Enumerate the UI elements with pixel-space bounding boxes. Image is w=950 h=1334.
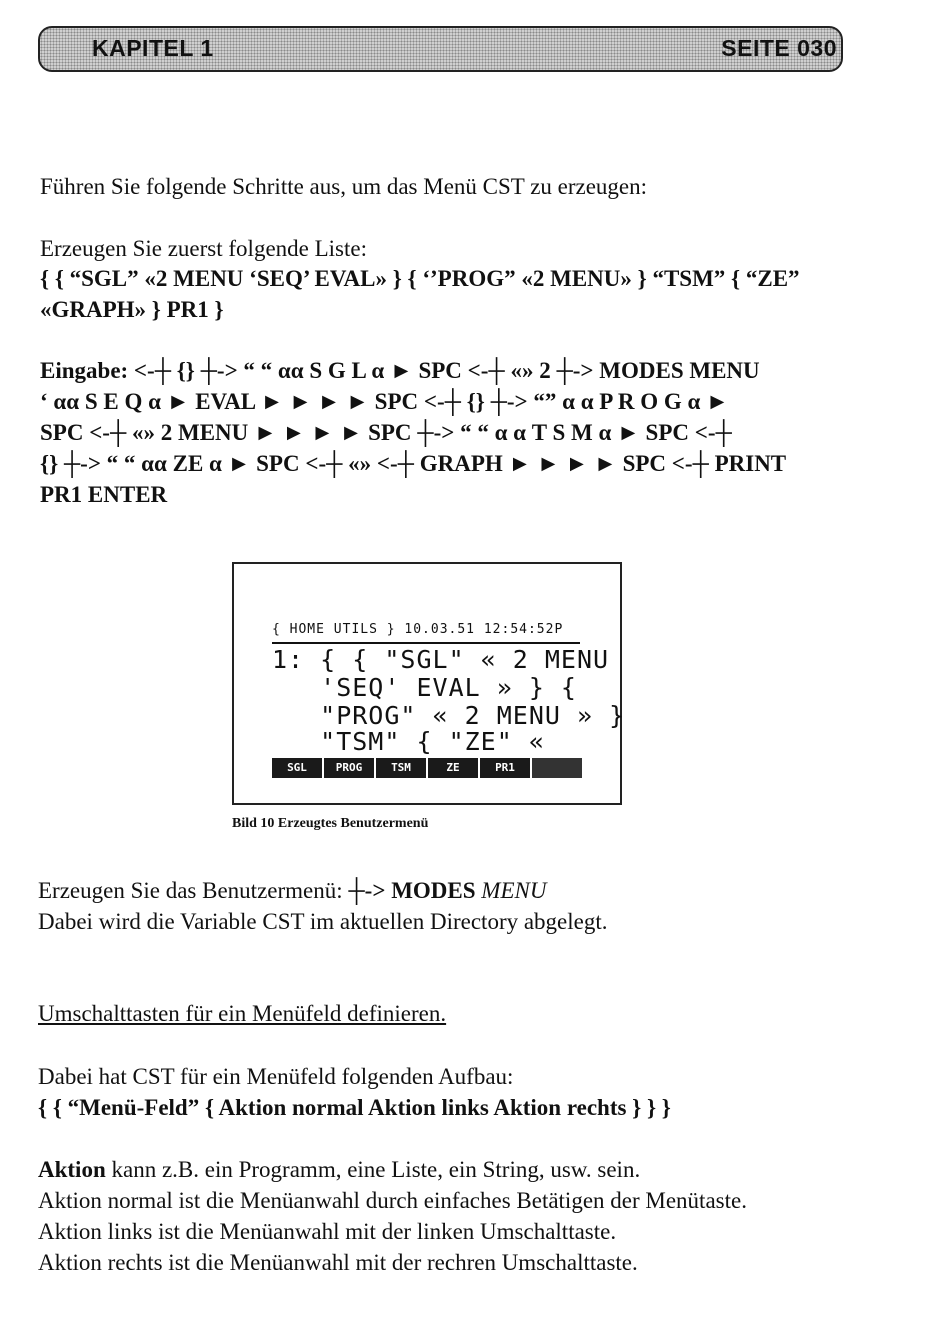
input-line-3: SPC <-┼ «» 2 MENU ► ► ► ► SPC ┼-> “ “ α α T S M α ► SPC <-┼ bbox=[40, 420, 732, 445]
input-line-4: {} ┼-> “ “ αα ZE α ► SPC <-┼ «» <-┼ GRAPH ► ► ► ► SPC <-┼ PRINT bbox=[40, 451, 787, 476]
action-definition bbox=[38, 1154, 640, 1185]
intro-text: Führen Sie folgende Schritte aus, um das Menü CST zu erzeugen: bbox=[40, 174, 648, 199]
input-line-1: Eingabe: <-┼ {} ┼-> “ “ αα S G L α ► SPC <-┼ «» 2 ┼-> MODES MENU bbox=[40, 358, 760, 383]
action-rechts: Aktion rechts ist die Menüanwahl mit der rechren Umschalttaste. bbox=[38, 1250, 638, 1275]
softkey-pr1[interactable]: PR1 bbox=[480, 758, 530, 778]
softkey-prog[interactable]: PROG bbox=[324, 758, 374, 778]
stack-line-2: 'SEQ' EVAL » } { bbox=[272, 673, 577, 702]
action-word: Aktion bbox=[38, 1157, 106, 1182]
softkey-menu-bar bbox=[272, 758, 582, 778]
list-line-1: { { “SGL” «2 MENU ‘SEQ’ EVAL» } { ‘’PROG” «2 MENU» } “TSM” { “ZE” bbox=[40, 266, 800, 291]
chapter-header-bar bbox=[38, 26, 843, 72]
create-menu-word: MENU bbox=[481, 878, 547, 903]
list-line-2: «GRAPH» } PR1 } bbox=[40, 297, 224, 322]
section-title: Umschalttasten für ein Menüfeld definieren. bbox=[38, 1001, 447, 1026]
action-links: Aktion links ist die Menüanwahl mit der linken Umschalttaste. bbox=[38, 1219, 617, 1244]
action-rest: kann z.B. ein Programm, eine Liste, ein String, usw. sein. bbox=[111, 1157, 641, 1182]
calculator-screen bbox=[232, 562, 626, 805]
input-line-5: PR1 ENTER bbox=[40, 482, 168, 507]
create-lead: Erzeugen Sie das Benutzermenü: bbox=[38, 878, 343, 903]
softkey-sgl[interactable]: SGL bbox=[272, 758, 322, 778]
input-line-2: ‘ αα S E Q α ► EVAL ► ► ► ► SPC <-┼ {} ┼-> “” α α P R O G α ► bbox=[40, 389, 729, 414]
stack-line-3: "PROG" « 2 MENU » } bbox=[272, 701, 626, 730]
create-keys: ┼-> MODES bbox=[348, 878, 476, 903]
stack-line-4: "TSM" { "ZE" « bbox=[272, 727, 545, 756]
structure-line: { { “Menü-Feld” { Aktion normal Aktion links Aktion rechts } } } bbox=[38, 1095, 671, 1120]
page-number: SEITE 030 bbox=[721, 35, 837, 61]
create-note: Dabei wird die Variable CST im aktuellen Directory abgelegt. bbox=[38, 909, 608, 934]
softkey-blank[interactable] bbox=[532, 758, 582, 778]
list-intro: Erzeugen Sie zuerst folgende Liste: bbox=[40, 236, 367, 261]
screen-status-line: { HOME UTILS } 10.03.51 12:54:52P bbox=[272, 622, 564, 637]
action-normal: Aktion normal ist die Menüanwahl durch einfaches Betätigen der Menütaste. bbox=[38, 1188, 747, 1213]
stack-line-1: 1: { { "SGL" « 2 MENU bbox=[272, 645, 610, 674]
softkey-ze[interactable]: ZE bbox=[428, 758, 478, 778]
create-menu-line bbox=[38, 875, 546, 906]
softkey-tsm[interactable]: TSM bbox=[376, 758, 426, 778]
structure-intro: Dabei hat CST für ein Menüfeld folgenden Aufbau: bbox=[38, 1064, 514, 1089]
chapter-label: KAPITEL 1 bbox=[92, 35, 214, 61]
screen-divider bbox=[272, 642, 580, 644]
figure-caption: Bild 10 Erzeugtes Benutzermenü bbox=[232, 816, 429, 831]
